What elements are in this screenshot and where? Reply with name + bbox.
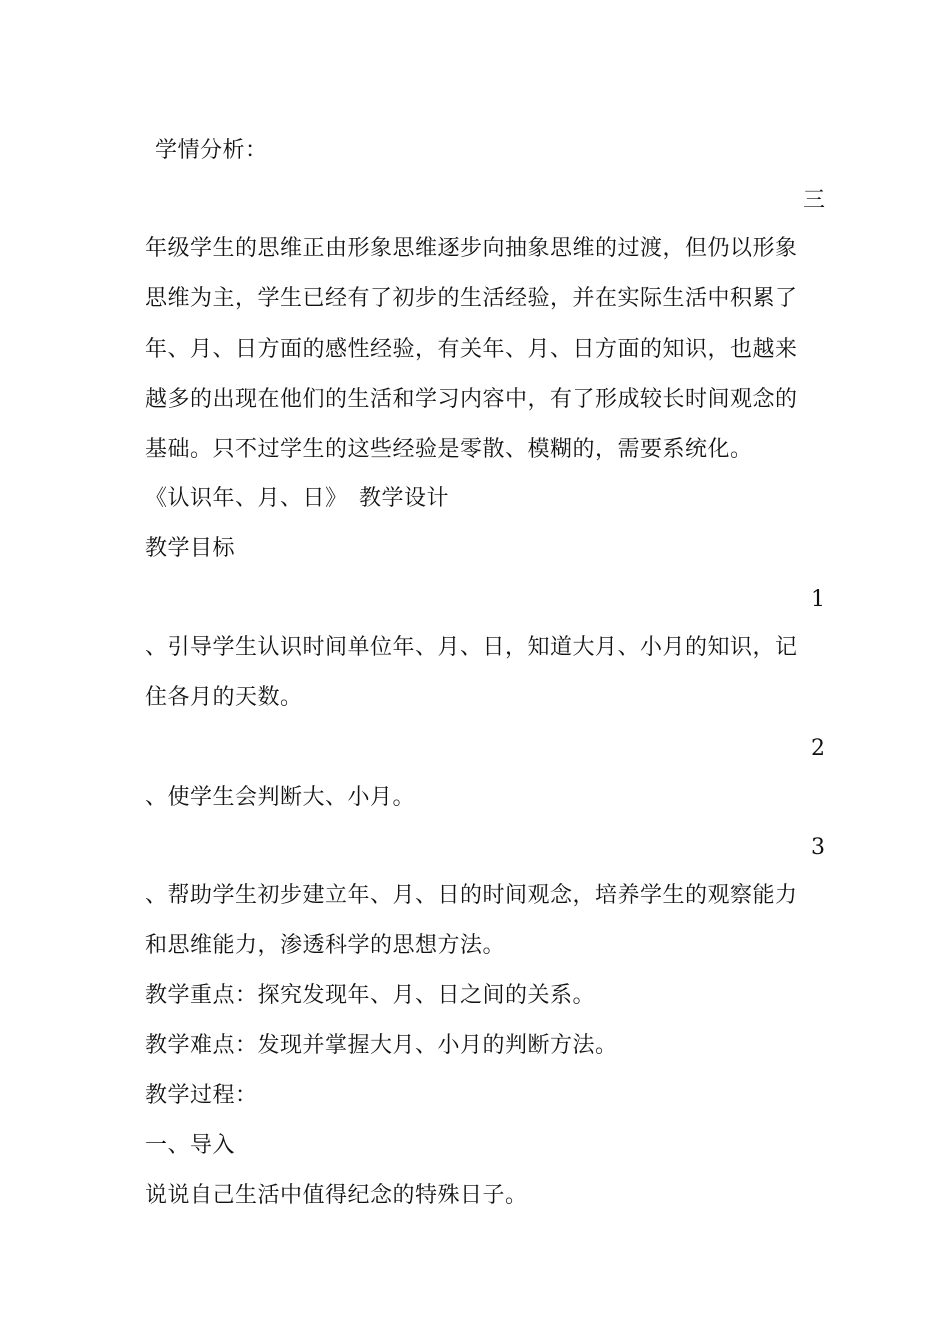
- objective-number: 1: [811, 587, 825, 612]
- part-one-text: 说说自己生活中值得纪念的特殊日子。: [145, 1183, 528, 1208]
- analysis-line: 越多的出现在他们的生活和学习内容中，有了形成较长时间观念的: [145, 387, 798, 412]
- objective-line: 住各月的天数。: [145, 685, 303, 710]
- design-title: 《认识年、月、日》 教学设计: [145, 486, 450, 511]
- analysis-line: 年、月、日方面的感性经验，有关年、月、日方面的知识，也越来: [145, 337, 798, 362]
- process-heading: 教学过程：: [145, 1083, 258, 1108]
- analysis-heading: 学情分析：: [155, 138, 268, 163]
- objective-line: 、使学生会判断大、小月。: [145, 785, 416, 810]
- objective-line: 和思维能力，渗透科学的思想方法。: [145, 933, 506, 958]
- objective-number: 2: [811, 736, 825, 761]
- key-point: 教学重点：探究发现年、月、日之间的关系。: [145, 983, 596, 1008]
- objectives-heading: 教学目标: [145, 536, 236, 561]
- analysis-line: 年级学生的思维正由形象思维逐步向抽象思维的过渡，但仍以形象: [145, 236, 798, 261]
- objective-line: 、帮助学生初步建立年、月、日的时间观念，培养学生的观察能力: [145, 883, 798, 908]
- analysis-line: 基础。只不过学生的这些经验是零散、模糊的，需要系统化。: [145, 437, 753, 462]
- analysis-line: 思维为主，学生已经有了初步的生活经验，并在实际生活中积累了: [145, 286, 798, 311]
- difficult-point: 教学难点：发现并掌握大月、小月的判断方法。: [145, 1033, 618, 1058]
- objective-number: 3: [811, 835, 825, 860]
- objective-line: 、引导学生认识时间单位年、月、日，知道大月、小月的知识，记: [145, 635, 798, 660]
- part-one-heading: 一、导入: [145, 1133, 236, 1158]
- analysis-marker: 三: [802, 188, 825, 213]
